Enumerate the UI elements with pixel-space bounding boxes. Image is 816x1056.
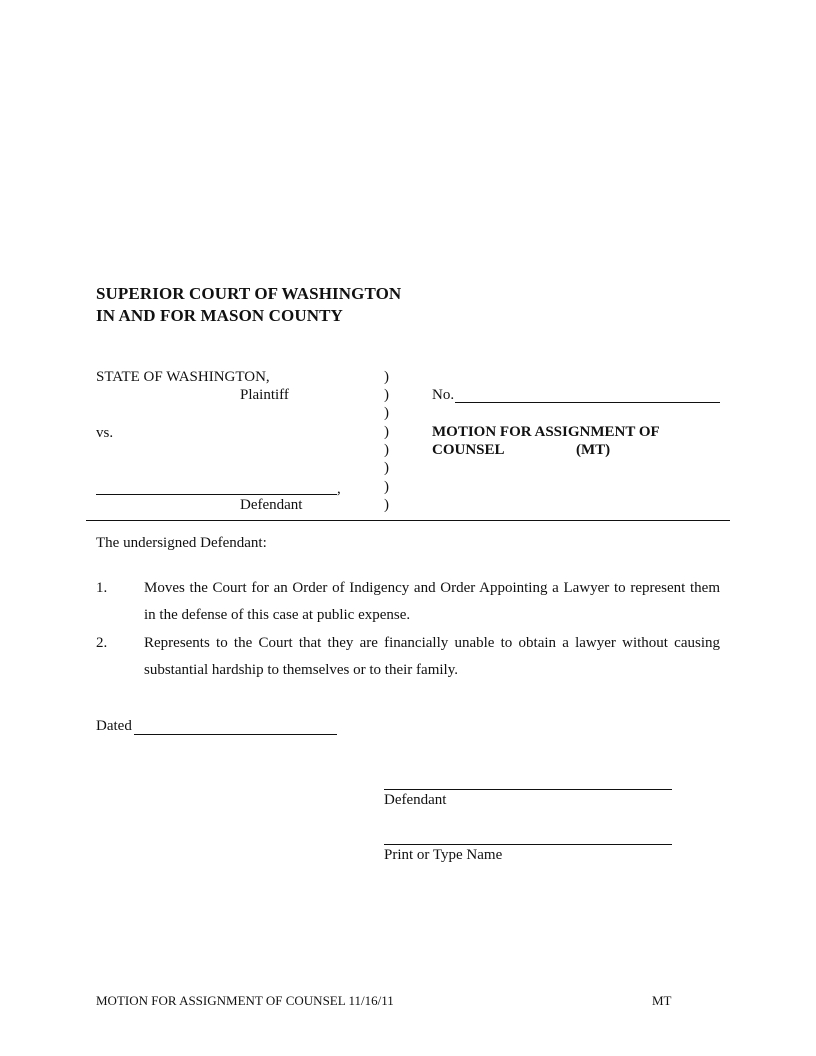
caption-paren: ) [384, 460, 389, 476]
caption-paren: ) [384, 405, 389, 421]
defendant-signature-label: Defendant [384, 792, 447, 808]
item-number: 1. [96, 580, 108, 596]
item-text: Represents to the Court that they are financially unable to obtain a lawyer without causing substantial hardship to themselves or to their family. [144, 635, 720, 678]
caption-paren: ) [384, 424, 389, 440]
date-field[interactable] [134, 734, 337, 735]
case-number-label: No. [432, 387, 455, 403]
plaintiff-name: STATE OF WASHINGTON, [96, 369, 270, 385]
caption-divider [86, 520, 730, 521]
item-text: Moves the Court for an Order of Indigency and Order Appointing a Lawyer to represent them in the defense of this case at public expense. [144, 580, 720, 623]
defendant-role-label: Defendant [240, 497, 303, 513]
print-name-label: Print or Type Name [384, 847, 503, 863]
caption-paren: ) [384, 497, 389, 513]
dated-label: Dated [96, 718, 132, 734]
caption-paren: ) [384, 369, 389, 385]
footer-form-id: MOTION FOR ASSIGNMENT OF COUNSEL 11/16/11 [96, 993, 394, 1008]
court-county: IN AND FOR MASON COUNTY [96, 306, 343, 325]
item-number: 2. [96, 635, 108, 651]
defendant-name-comma: , [337, 481, 341, 497]
body-intro: The undersigned Defendant: [96, 535, 267, 551]
document-title-line1: MOTION FOR ASSIGNMENT OF [432, 424, 660, 440]
print-name-line[interactable] [384, 844, 672, 845]
document-title-line2: COUNSEL [432, 442, 505, 458]
case-number-field[interactable] [455, 402, 720, 403]
document-code: (MT) [576, 442, 611, 458]
defendant-name-line[interactable] [96, 494, 337, 495]
caption-paren: ) [384, 387, 389, 403]
caption-paren: ) [384, 479, 389, 495]
defendant-signature-line[interactable] [384, 789, 672, 790]
footer-code: MT [652, 993, 672, 1008]
versus-label: vs. [96, 425, 114, 441]
caption-paren: ) [384, 442, 389, 458]
plaintiff-role-label: Plaintiff [240, 387, 289, 403]
court-name: SUPERIOR COURT OF WASHINGTON [96, 284, 402, 303]
